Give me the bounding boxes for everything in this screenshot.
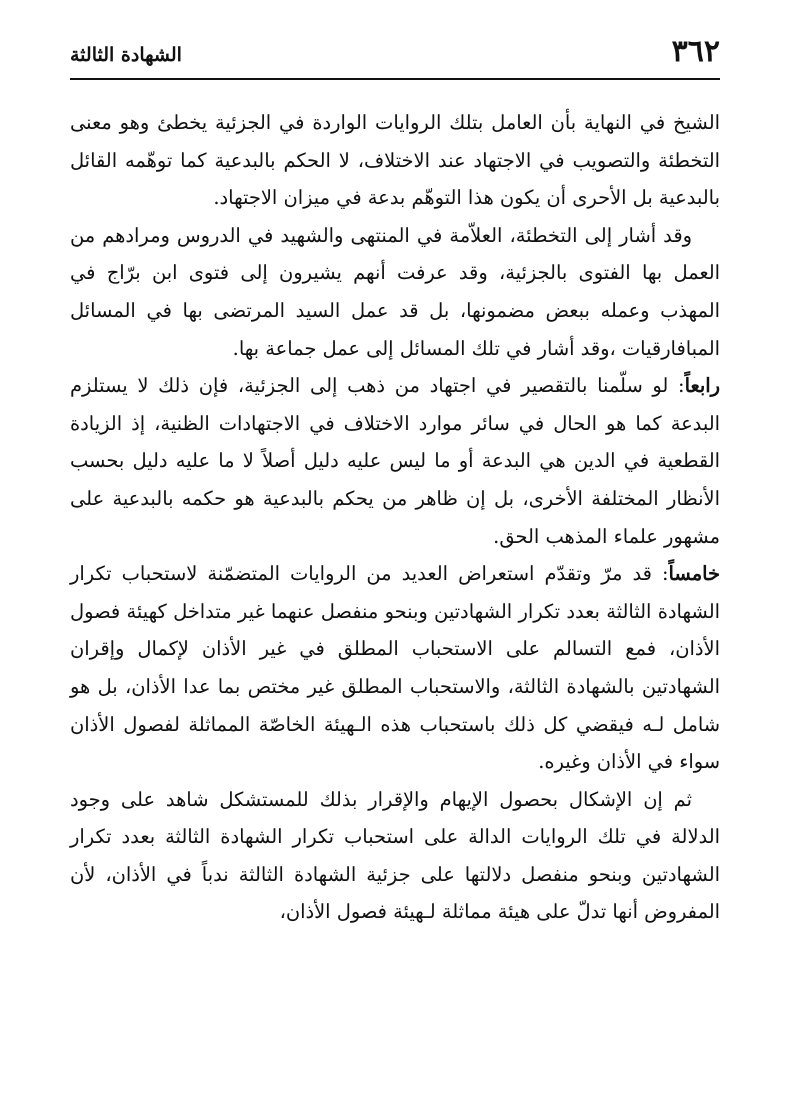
paragraph-3-lead: رابعاً [684, 374, 720, 398]
paragraph-4 [70, 555, 720, 781]
page-header [70, 28, 720, 80]
document-page [70, 28, 720, 1078]
paragraph-1-text: الشيخ في النهاية بأن العامل بتلك الروايات الواردة في الجزئية يخطئ وهو معنى التخطئة والتصويب في الاجتهاد عند الاختلاف، لا الحكم بالبدعية كما توهّمه القائل بالبدعية بل الأحرى أن يكون هذا التوهّم بدعة في ميزان الاجتهاد. [70, 111, 720, 210]
running-title: الشهادة الثالثة [70, 44, 182, 66]
paragraph-5-text: ثم إن الإشكال بحصول الإيهام والإقرار بذلك للمستشكل شاهد على وجود الدلالة في تلك الروايات الدالة على استحباب تكرار الشهادة الثالثة بعدد تكرار الشهادتين وبنحو منفصل دلالتها على جزئية الشهادة الثالثة ندباً في الأذان، لأن المفروض أنها تدلّ على هيئة مماثلة لـهيئة فصول الأذان، [70, 787, 720, 924]
paragraph-4-text: : قد مرّ وتقدّم استعراض العديد من الروايات المتضمّنة لاستحباب تكرار الشهادة الثالثة بعدد تكرار الشهادتين وبنحو منفصل عنهما غير متداخل كهيئة فصول الأذان، فمع التسالم على الاستحباب المطلق في غير الأذان لإكمال وإقران الشهادتين بالشهادة الثالثة، والاستحباب المطلق غير مختص بما عدا الأذان، بل هو شامل لـه فيقضي كل ذلك باستحباب هذه الـهيئة الخاصّة المماثلة لفصول الأذان سواء في الأذان وغيره. [70, 562, 720, 774]
paragraph-3 [70, 367, 720, 555]
page-number: ٣٦٢ [671, 34, 720, 69]
body-text [70, 104, 720, 931]
paragraph-2 [70, 217, 720, 367]
paragraph-3-text: : لو سلّمنا بالتقصير في اجتهاد من ذهب إلى الجزئية، فإن ذلك لا يستلزم البدعة كما هو الحال في سائر موارد الاختلاف في الاجتهادات الظنية، إذ الزيادة القطعية في الدين هي البدعة أو ما ليس عليه دليل أصلاً لا ما عليه دليل بحسب الأنظار المختلفة الأخرى، بل إن ظاهر من يحكم بالبدعية هو حكمه بالبدعية على مشهور علماء المذهب الحق. [70, 374, 720, 548]
paragraph-4-lead: خامساً [668, 562, 720, 586]
paragraph-1 [70, 104, 720, 217]
paragraph-2-text: وقد أشار إلى التخطئة، العلاّمة في المنتهى والشهيد في الدروس ومرادهم من العمل بها الفتوى بالجزئية، وقد عرفت أنهم يشيرون إلى فتوى ابن برّاج في المهذب وعمله ببعض مضمونها، بل قد عمل السيد المرتضى بها في المسائل المبافارقيات ،وقد أشار في تلك المسائل إلى عمل جماعة بها. [70, 223, 720, 360]
paragraph-5 [70, 781, 720, 931]
